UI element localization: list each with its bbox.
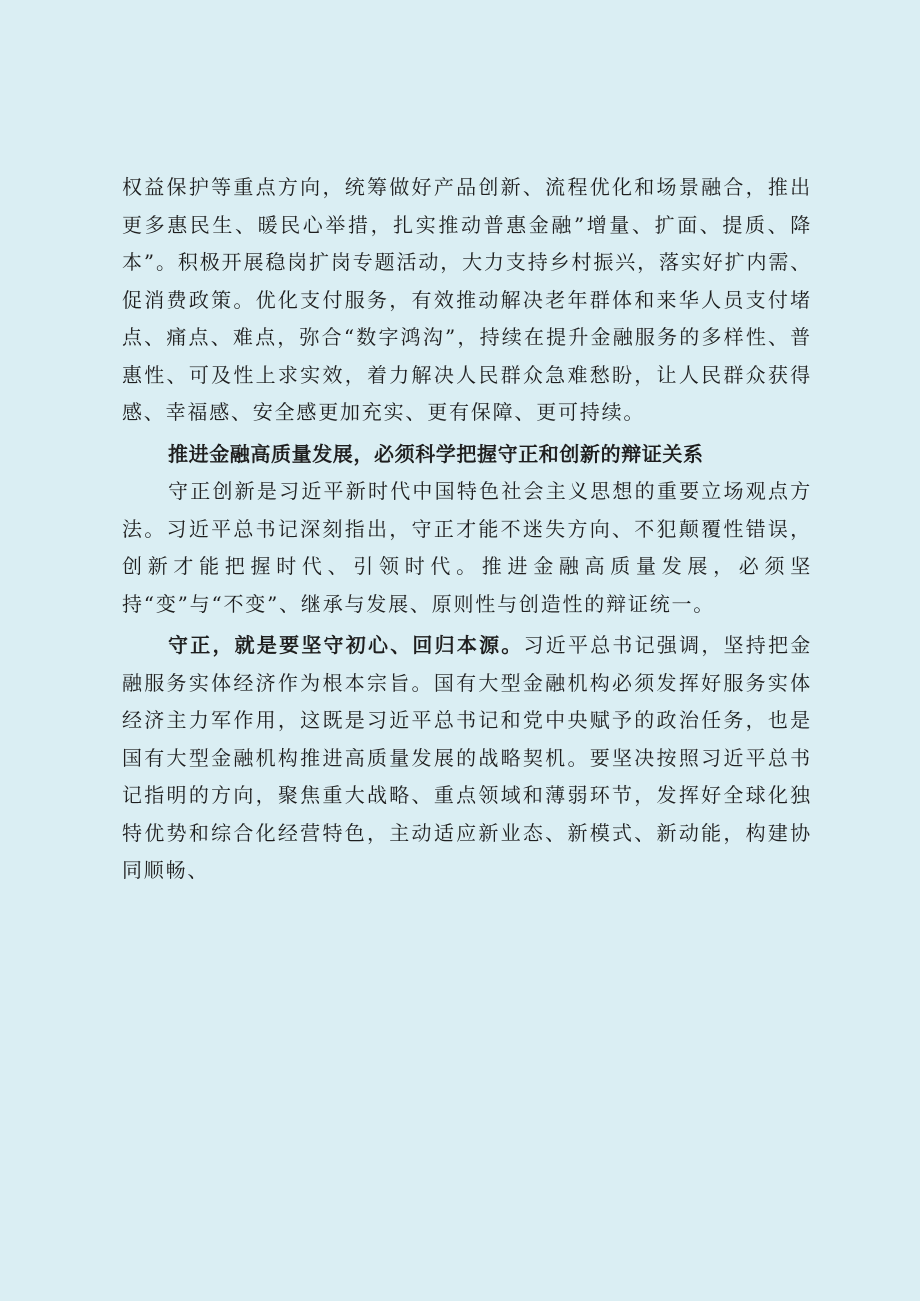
section-heading: 推进金融高质量发展，必须科学把握守正和创新的辩证关系: [168, 441, 704, 466]
paragraph-inclusive-finance: 权益保护等重点方向，统筹做好产品创新、流程优化和场景融合，推出更多惠民生、暖民心举措，扎实推动普惠金融”增量、扩面、提质、降本”。积极开展稳岗扩岗专题活动，大力支持乡村振兴，落实好扩内需、促消费政策。优化支付服务，有效推动解决老年群体和来华人员支付堵点、痛点、难点，弥合“数字鸿沟”，持续在提升金融服务的多样性、普惠性、可及性上求实效，着力解决人民群众急难愁盼，让人民群众获得感、幸福感、安全感更加充实、更有保障、更可持续。: [122, 175, 812, 424]
paragraph-upholding-principles: [122, 627, 812, 890]
paragraph-lead-sentence: 守正，就是要坚守初心、回归本源。: [168, 633, 524, 657]
document-body: [122, 169, 812, 890]
paragraph-body-text: 习近平总书记强调，坚持把金融服务实体经济作为根本宗旨。国有大型金融机构必须发挥好服务实体经济主力军作用，这既是习近平总书记和党中央赋予的政治任务，也是国有大型金融机构推进高质量发展的战略契机。要坚决按照习近平总书记指明的方向，聚焦重大战略、重点领域和薄弱环节，发挥好全球化独特优势和综合化经营特色，主动适应新业态、新模式、新动能，构建协同顺畅、: [122, 633, 812, 882]
paragraph-innovation: 守正创新是习近平新时代中国特色社会主义思想的重要立场观点方法。习近平总书记深刻指出，守正才能不迷失方向、不犯颠覆性错误，创新才能把握时代、引领时代。推进金融高质量发展，必须坚持“变”与“不变”、继承与发展、原则性与创造性的辩证统一。: [122, 479, 812, 616]
